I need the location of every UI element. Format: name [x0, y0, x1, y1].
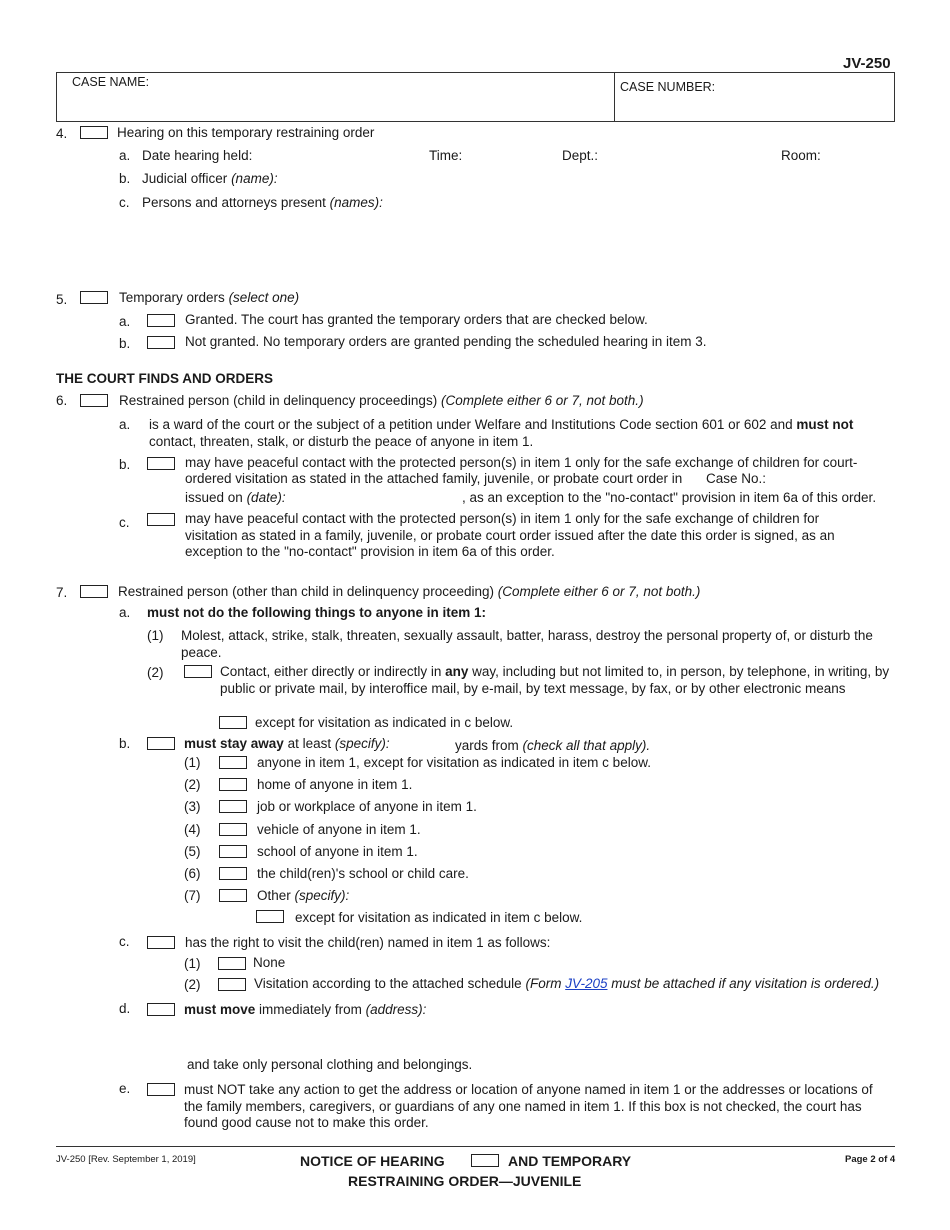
item-5-title-note: (select one)	[228, 290, 300, 305]
date-hearing-label: Date hearing held:	[142, 148, 253, 163]
item-7b7-specify: (specify):	[294, 888, 350, 903]
item-5-title-text: Temporary orders	[119, 290, 225, 305]
item-7b5-checkbox[interactable]	[219, 845, 247, 858]
persons-present-text: Persons and attorneys present	[142, 195, 326, 210]
form-id: JV-250	[843, 55, 891, 72]
item-5a-text: Granted. The court has granted the temporary orders that are checked below.	[185, 312, 648, 327]
item-7d-letter: d.	[119, 1001, 131, 1016]
item-6b-letter: b.	[119, 457, 131, 472]
item-7b-check-note: (check all that apply).	[522, 738, 651, 753]
item-7c2-form-post: must be attached if any visitation is ordered.)	[611, 976, 880, 991]
item-7b-bold: must stay away	[184, 736, 284, 751]
item-7a2-text-1: Contact, either directly or indirectly in	[220, 664, 442, 679]
item-7b3-checkbox[interactable]	[219, 800, 247, 813]
item-7b1-text: anyone in item 1, except for visitation as indicated in item c below.	[257, 755, 651, 770]
item-7b5-number: (5)	[184, 844, 201, 859]
item-7d-text	[184, 1002, 426, 1017]
footer-title-part-2: AND TEMPORARY	[508, 1153, 632, 1169]
item-7b-specify: (specify):	[334, 736, 390, 751]
item-7c1-text: None	[253, 955, 286, 970]
item-5a-letter: a.	[119, 314, 131, 329]
item-6a-letter: a.	[119, 417, 131, 432]
item-6a-text	[149, 417, 889, 450]
item-6c-text: may have peaceful contact with the protected person(s) in item 1 only for the safe exchange of children for visitation as stated in a family, juvenile, or probate court order issued after the date this order is signed, as an exception to the "no-contact" provision in item 6a of this order.	[185, 511, 835, 559]
item-7-title-text: Restrained person (other than child in delinquency proceeding)	[118, 584, 494, 599]
item-7b-heading	[184, 736, 390, 751]
footer-page-number: Page 2 of 4	[845, 1154, 896, 1165]
item-7c2-text	[254, 976, 879, 991]
item-5b-checkbox[interactable]	[147, 336, 175, 349]
item-7a2-text-2: way, including but not limited to, in person, by telephone, in writing, by public or private mail, by interoffice mail, by e-mail, by text message, by fax, or by other electronic means	[220, 664, 890, 696]
item-7a1-number: (1)	[147, 628, 164, 643]
case-header-divider	[614, 72, 615, 122]
item-4-number: 4.	[56, 126, 68, 141]
item-7a2-number: (2)	[147, 665, 164, 680]
item-4a-letter: a.	[119, 148, 131, 163]
item-7-checkbox[interactable]	[80, 585, 108, 598]
item-7a1-text: Molest, attack, strike, stalk, threaten, sexually assault, batter, harass, destroy the personal property of, or disturb the peace.	[181, 628, 873, 660]
item-7c2-form-pre: (Form	[525, 976, 562, 991]
item-7d-clothing: and take only personal clothing and belongings.	[187, 1057, 473, 1072]
item-7d-bold: must move	[184, 1002, 256, 1017]
item-7a2-except-checkbox[interactable]	[219, 716, 247, 729]
item-7b7-other: Other	[257, 888, 291, 903]
item-6-number: 6.	[56, 393, 68, 408]
item-7b2-checkbox[interactable]	[219, 778, 247, 791]
item-7b6-text: the child(ren)'s school or child care.	[257, 866, 469, 881]
jv-205-link[interactable]: JV-205	[565, 976, 608, 991]
item-7c2-number: (2)	[184, 977, 201, 992]
item-7c-checkbox[interactable]	[147, 936, 175, 949]
item-7c2-checkbox[interactable]	[218, 978, 246, 991]
item-4b-letter: b.	[119, 171, 131, 186]
item-7e-letter: e.	[119, 1081, 131, 1096]
case-number-label: CASE NUMBER:	[620, 80, 716, 94]
item-7d-main: immediately from	[259, 1002, 362, 1017]
footer-rule	[56, 1146, 895, 1147]
judicial-officer-text: Judicial officer	[142, 171, 228, 186]
item-7c1-checkbox[interactable]	[218, 957, 246, 970]
item-7b-yards	[455, 738, 650, 753]
item-7b4-number: (4)	[184, 822, 201, 837]
item-7a-letter: a.	[119, 605, 131, 620]
persons-present-label	[142, 195, 383, 210]
item-7b7-number: (7)	[184, 888, 201, 903]
item-7b-letter: b.	[119, 736, 131, 751]
item-7-title	[118, 584, 700, 599]
item-6-title-note: (Complete either 6 or 7, not both.)	[440, 393, 644, 408]
footer-revision: JV-250 [Rev. September 1, 2019]	[56, 1154, 196, 1165]
item-6-title-text: Restrained person (child in delinquency proceedings)	[119, 393, 438, 408]
item-5b-letter: b.	[119, 336, 131, 351]
item-6b-checkbox[interactable]	[147, 457, 175, 470]
item-7b-except-checkbox[interactable]	[256, 910, 284, 923]
item-7c1-number: (1)	[184, 956, 201, 971]
item-7-title-note: (Complete either 6 or 7, not both.)	[497, 584, 701, 599]
item-4c-letter: c.	[119, 195, 130, 210]
item-7a2-checkbox[interactable]	[184, 665, 212, 678]
item-6c-checkbox[interactable]	[147, 513, 175, 526]
item-7b7-text	[257, 888, 349, 903]
case-name-field[interactable]	[58, 92, 610, 118]
item-7b6-number: (6)	[184, 866, 201, 881]
persons-present-note: (names):	[329, 195, 383, 210]
item-7b-checkbox[interactable]	[147, 737, 175, 750]
item-7b-except-text: except for visitation as indicated in item c below.	[295, 910, 583, 925]
item-6a-bold: must not	[796, 417, 854, 432]
item-7b7-checkbox[interactable]	[219, 889, 247, 902]
item-7d-checkbox[interactable]	[147, 1003, 175, 1016]
item-6-checkbox[interactable]	[80, 394, 108, 407]
item-6a-text-1: is a ward of the court or the subject of a petition under Welfare and Institutions Code section 601 or 602 and	[149, 417, 793, 432]
section-heading: THE COURT FINDS AND ORDERS	[56, 371, 274, 386]
item-5b-text: Not granted. No temporary orders are granted pending the scheduled hearing in item 3.	[185, 334, 707, 349]
item-7b4-text: vehicle of anyone in item 1.	[257, 822, 421, 837]
item-7d-note: (address):	[365, 1002, 427, 1017]
item-6-title	[119, 393, 644, 408]
item-6b-line-2: ordered visitation as stated in the attached family, juvenile, or probate court order in	[185, 471, 683, 486]
item-7b5-text: school of anyone in item 1.	[257, 844, 418, 859]
item-7b3-number: (3)	[184, 799, 201, 814]
case-name-label: CASE NAME:	[72, 75, 150, 89]
footer-title-checkbox[interactable]	[471, 1154, 499, 1167]
item-7e-text: must NOT take any action to get the address or location of anyone named in item 1 or the addresses or locations of the family members, caregivers, or guardians of any one named in item 1. If this box is not checked, the court has found good cause not to make this order.	[184, 1082, 873, 1130]
item-7b1-checkbox[interactable]	[219, 756, 247, 769]
time-label: Time:	[429, 148, 463, 163]
item-6b-date-note: (date):	[246, 490, 286, 505]
footer-title-part-1: NOTICE OF HEARING	[300, 1153, 445, 1169]
item-6c-letter: c.	[119, 515, 130, 530]
item-7b3-text: job or workplace of anyone in item 1.	[257, 799, 477, 814]
item-7b2-text: home of anyone in item 1.	[257, 777, 413, 792]
item-7b6-checkbox[interactable]	[219, 867, 247, 880]
item-7a2-except-text: except for visitation as indicated in c below.	[255, 715, 514, 730]
item-7b4-checkbox[interactable]	[219, 823, 247, 836]
footer-title-line-2: RESTRAINING ORDER—JUVENILE	[348, 1173, 582, 1189]
item-4-checkbox[interactable]	[80, 126, 108, 139]
item-4-title: Hearing on this temporary restraining order	[117, 125, 375, 140]
room-label: Room:	[781, 148, 821, 163]
item-7c-letter: c.	[119, 934, 130, 949]
item-7b-yards-text: yards from	[455, 738, 519, 753]
item-6b-exception: , as an exception to the "no-contact" provision in item 6a of this order.	[462, 490, 877, 505]
item-7b1-number: (1)	[184, 755, 201, 770]
item-5a-checkbox[interactable]	[147, 314, 175, 327]
judicial-officer-note: (name):	[231, 171, 278, 186]
item-5-title	[119, 290, 299, 305]
case-number-field[interactable]	[618, 96, 890, 118]
item-7a-heading: must not do the following things to anyone in item 1:	[147, 605, 486, 620]
item-7a2-text	[220, 664, 895, 697]
item-7b-at-least: at least	[287, 736, 332, 751]
item-7c-text: has the right to visit the child(ren) named in item 1 as follows:	[185, 935, 551, 950]
footer-title-line-1	[300, 1153, 445, 1169]
item-6b-case-no: Case No.:	[706, 471, 767, 486]
item-6b-issued-text: issued on	[185, 490, 243, 505]
item-6a-text-2: contact, threaten, stalk, or disturb the peace of anyone in item 1.	[149, 433, 534, 449]
item-7c2-main: Visitation according to the attached schedule	[254, 976, 522, 991]
dept-label: Dept.:	[562, 148, 599, 163]
item-7a2-bold: any	[445, 664, 469, 679]
item-6b-line-1: may have peaceful contact with the protected person(s) in item 1 only for the safe exchange of children for court-	[185, 455, 858, 470]
item-7e-checkbox[interactable]	[147, 1083, 175, 1096]
judicial-officer-label	[142, 171, 278, 186]
item-5-number: 5.	[56, 292, 68, 307]
item-7b2-number: (2)	[184, 777, 201, 792]
item-6b-issued	[185, 490, 286, 505]
item-5-checkbox[interactable]	[80, 291, 108, 304]
item-7-number: 7.	[56, 585, 68, 600]
